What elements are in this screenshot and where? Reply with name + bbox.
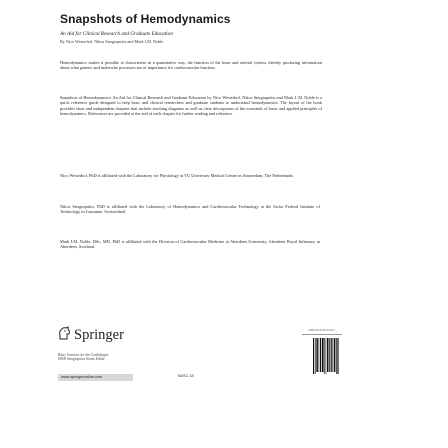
- book-subtitle: An Aid for Clinical Research and Graduate Education: [60, 31, 173, 37]
- intro-paragraph: Hemodynamics makes it possible to characterize in a quantitative way, the function of the heart and arterial system, thereby producing information about what genetic and molecular processes are of importance for cardiovascular function.: [60, 60, 322, 71]
- springer-knight-icon: [58, 326, 71, 345]
- publisher-website: www.springeronline.com: [58, 374, 133, 381]
- publisher-name: Springer: [74, 327, 124, 343]
- barcode-label: ISBN 978-0-387-23345-1: [302, 329, 342, 335]
- publisher-logo: [58, 326, 124, 345]
- series-imprint: Basic Sciences for the Cardiologist ISBN Stergiopulos Series Editor: [58, 353, 109, 362]
- book-title: Snapshots of Hemodynamics: [60, 12, 231, 26]
- author-bio-stergiopulos: Nikos Stergiopulos, PhD is affiliated with the Laboratory of Hemodynamics and Cardiovascular Technology at the Swiss Federal Institute of Technology in Lausanne, Switzerland.: [60, 204, 320, 215]
- description-paragraph: Snapshots of Hemodynamics: An Aid for Clinical Research and Graduate Education by Nico Westerhof, Nikos Stergiopulos and Mark I. M. Noble is a quick reference guide designed to help basic and clinical researchers and graduate students to understand hemodynamics. The layout of the book provides short and independent chapters that include teaching diagrams as well as clear descriptions of the essentials of basic and applied principles of hemodynamics. References are provided at the end of each chapter for further reading and reference.: [60, 95, 322, 116]
- back-cover: [60, 0, 384, 448]
- author-bio-westerhof: Nico Westerhof, PhD is affiliated with the Laboratory for Physiology at VU University Medical Center in Amsterdam, The Netherlands.: [60, 173, 295, 178]
- isbn-fragment: BASC 18: [178, 374, 194, 378]
- barcode-icon: [313, 338, 339, 381]
- book-authors: By Nico Westerhof, Nikos Stergiopulos and Mark I.M. Noble: [60, 39, 164, 44]
- author-bio-noble: Mark I.M. Noble, DSc, MD, PhD is affiliated with the Division of Cardiovascular Medicine at Aberdeen University, Aberdeen Royal Infirmary in Aberdeen, Scotland.: [60, 239, 320, 250]
